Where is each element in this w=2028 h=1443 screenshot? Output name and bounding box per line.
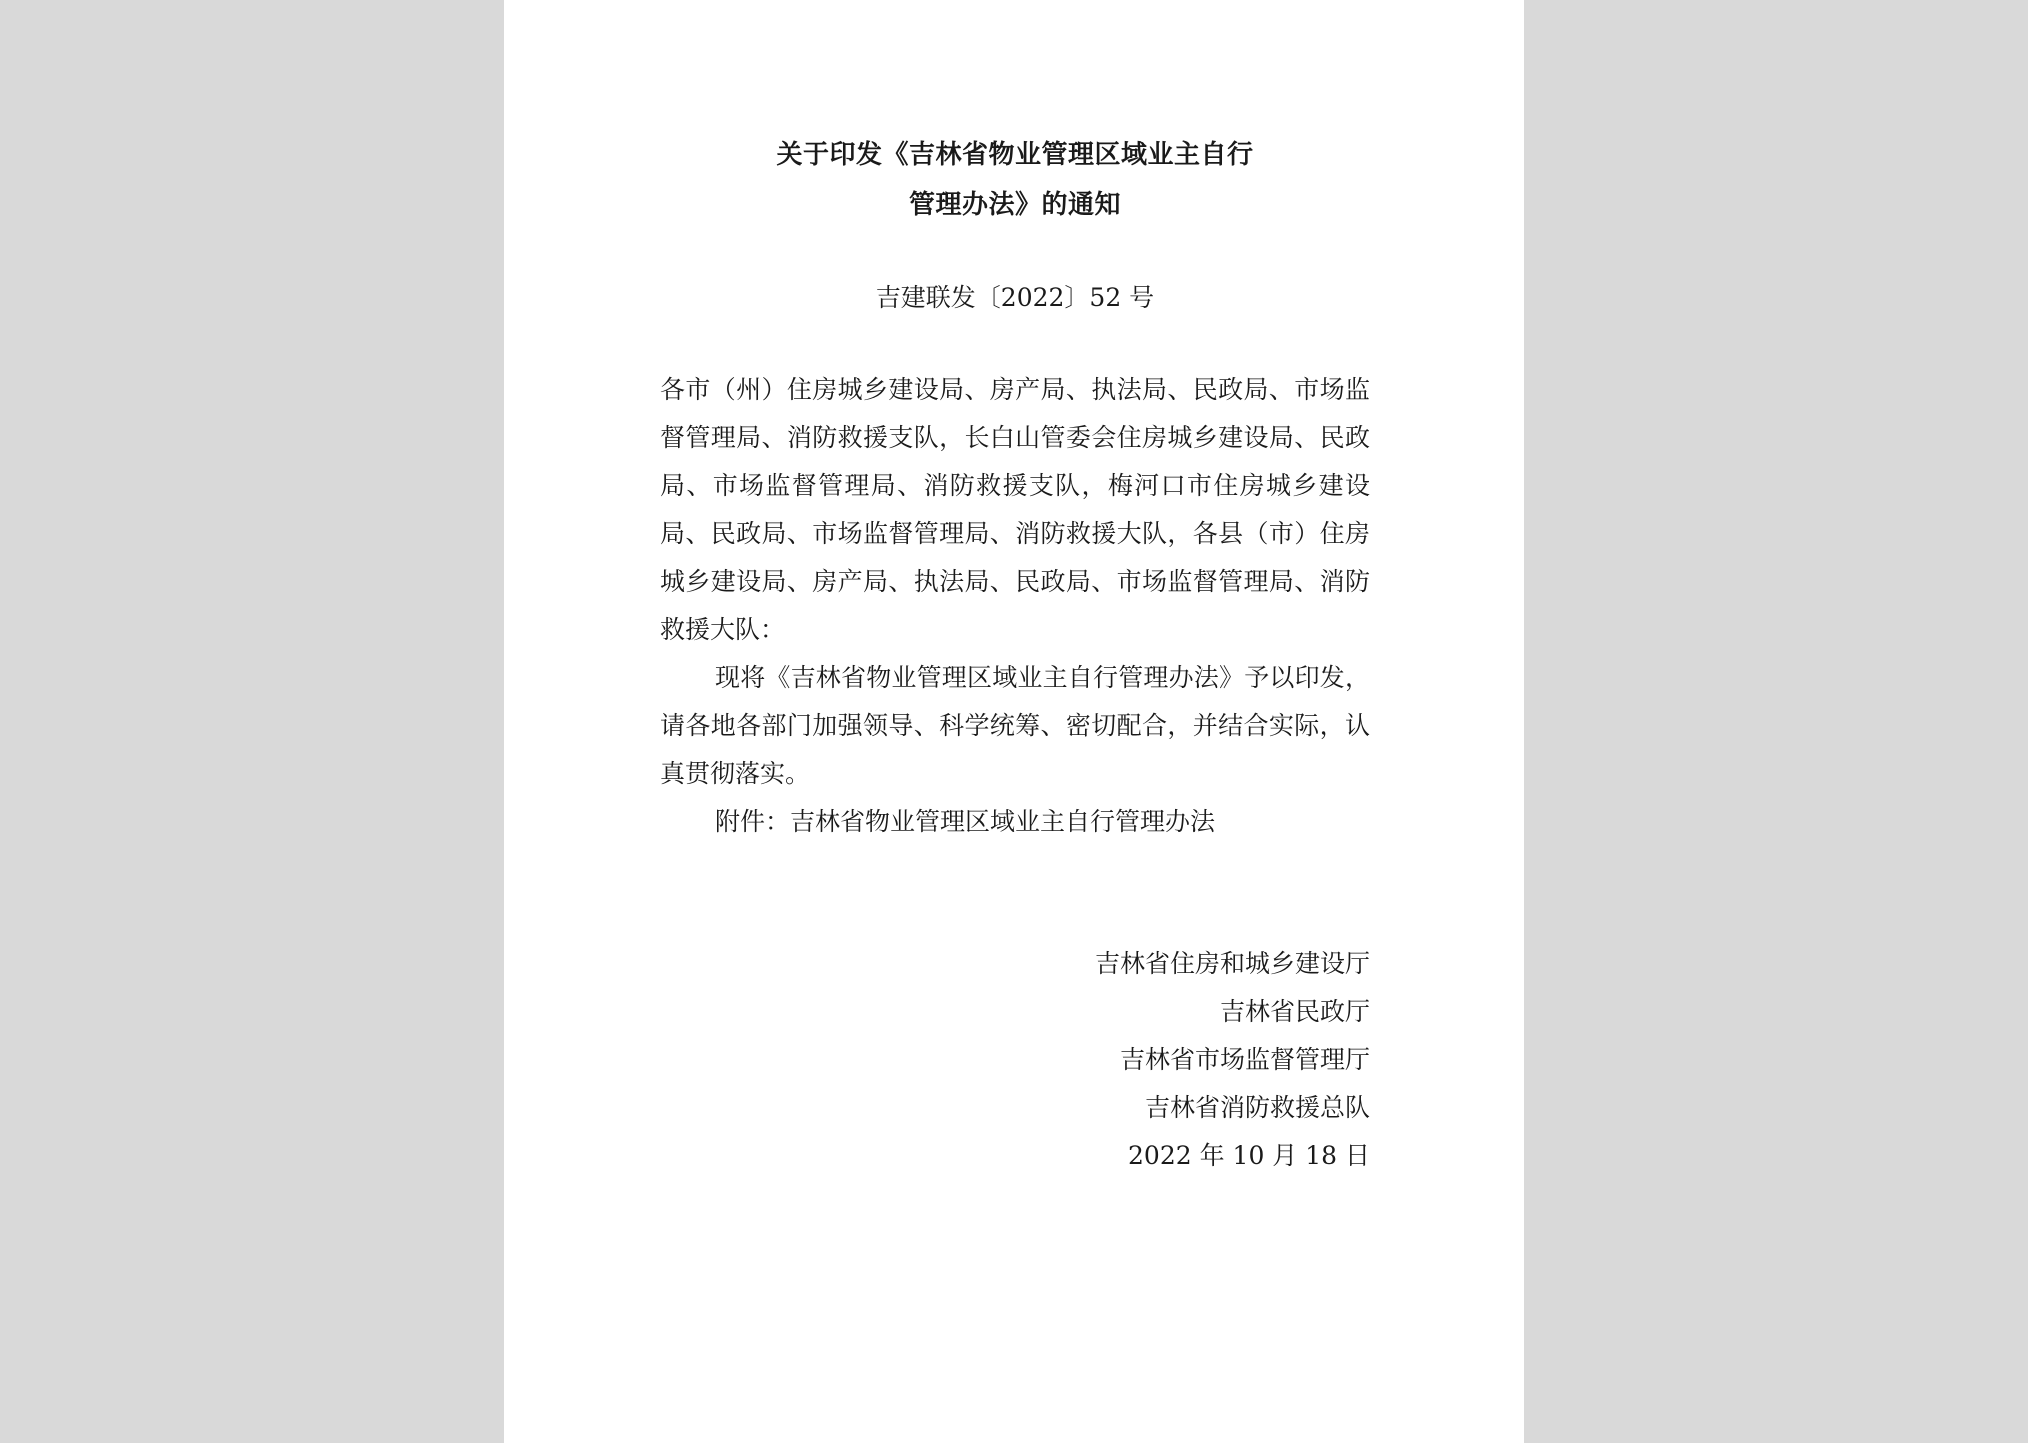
issuer-housing: 吉林省住房和城乡建设厅	[1094, 949, 1370, 978]
issuer-market-regulation: 吉林省市场监督管理厅	[1119, 1045, 1370, 1074]
document-body	[660, 366, 1370, 846]
document-title	[660, 130, 1370, 230]
document-page	[504, 0, 1524, 1443]
issue-date: 2022 年 10 月 18 日	[1128, 1141, 1370, 1170]
document-content	[660, 130, 1370, 1180]
main-paragraph: 现将《吉林省物业管理区域业主自行管理办法》予以印发，请各地各部门加强领导、科学统筹、密切配合，并结合实际，认真贯彻落实。	[660, 663, 1370, 788]
addressees-paragraph: 各市（州）住房城乡建设局、房产局、执法局、民政局、市场监督管理局、消防救援支队，长白山管委会住房城乡建设局、民政局、市场监督管理局、消防救援支队，梅河口市住房城乡建设局、民政局、市场监督管理局、消防救援大队，各县（市）住房城乡建设局、房产局、执法局、民政局、市场监督管理局、消防救援大队：	[660, 375, 1370, 644]
title-line-1: 关于印发《吉林省物业管理区域业主自行	[776, 140, 1254, 170]
attachment-line: 附件：吉林省物业管理区域业主自行管理办法	[715, 807, 1216, 836]
title-line-2: 管理办法》的通知	[908, 190, 1121, 220]
signature-block	[660, 940, 1370, 1180]
document-number: 吉建联发〔2022〕52 号	[875, 283, 1155, 312]
issuer-civil-affairs: 吉林省民政厅	[1219, 997, 1370, 1026]
issuer-fire-rescue: 吉林省消防救援总队	[1144, 1093, 1370, 1122]
